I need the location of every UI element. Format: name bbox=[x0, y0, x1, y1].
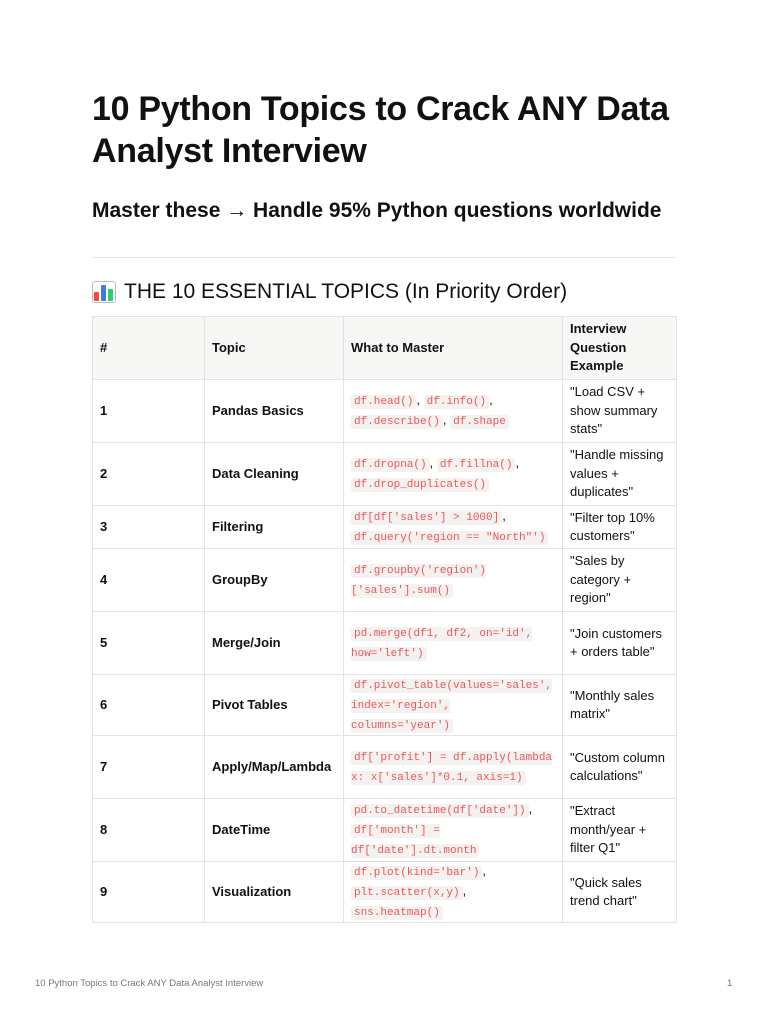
code-snippet: pd.merge(df1, df2, on='id', how='left') bbox=[351, 628, 533, 660]
topics-table bbox=[92, 316, 677, 923]
code-snippet: df.query('region == "North"') bbox=[351, 531, 548, 545]
row-topic: Data Cleaning bbox=[205, 443, 344, 506]
row-topic: Pandas Basics bbox=[205, 380, 344, 443]
code-snippet: df.info() bbox=[424, 395, 489, 409]
row-interview-example: "Extract month/year + filter Q1" bbox=[563, 799, 677, 862]
row-interview-example: "Monthly sales matrix" bbox=[563, 675, 677, 736]
row-what-to-master: pd.to_datetime(df['date']) , df['month'] = df['date'].dt.month bbox=[344, 799, 563, 862]
code-snippet: pd.to_datetime(df['date']) bbox=[351, 804, 529, 818]
row-topic: Merge/Join bbox=[205, 612, 344, 675]
row-what-to-master: df.head() , df.info() , df.describe() , df.shape bbox=[344, 380, 563, 443]
code-snippet: df.shape bbox=[450, 415, 509, 429]
table-row bbox=[93, 799, 677, 862]
row-number: 5 bbox=[93, 612, 205, 675]
row-interview-example: "Load CSV + show summary stats" bbox=[563, 380, 677, 443]
table-row bbox=[93, 506, 677, 549]
row-interview-example: "Join customers + orders table" bbox=[563, 612, 677, 675]
code-snippet: df.pivot_table(values='sales', index='region', columns='year') bbox=[351, 680, 553, 732]
code-snippet: df.describe() bbox=[351, 415, 443, 429]
row-number: 8 bbox=[93, 799, 205, 862]
code-snippet: df.groupby('region')['sales'].sum() bbox=[351, 565, 487, 597]
table-row bbox=[93, 862, 677, 923]
code-snippet: df.plot(kind='bar') bbox=[351, 866, 482, 880]
row-interview-example: "Handle missing values + duplicates" bbox=[563, 443, 677, 506]
page-subtitle: Master these → Handle 95% Python questions worldwide bbox=[92, 199, 662, 222]
code-snippet: df.fillna() bbox=[437, 458, 516, 472]
divider bbox=[92, 257, 676, 258]
code-snippet: df[df['sales'] > 1000] bbox=[351, 511, 502, 525]
header-what-to-master: What to Master bbox=[344, 317, 563, 380]
table-row bbox=[93, 549, 677, 612]
row-what-to-master bbox=[344, 675, 563, 736]
row-topic: GroupBy bbox=[205, 549, 344, 612]
table-row bbox=[93, 736, 677, 799]
header-number: # bbox=[93, 317, 205, 380]
row-interview-example: "Quick sales trend chart" bbox=[563, 862, 677, 923]
header-topic: Topic bbox=[205, 317, 344, 380]
row-number: 6 bbox=[93, 675, 205, 736]
row-topic: Apply/Map/Lambda bbox=[205, 736, 344, 799]
row-what-to-master bbox=[344, 612, 563, 675]
table-row bbox=[93, 443, 677, 506]
section-heading-text: THE 10 ESSENTIAL TOPICS (In Priority Order) bbox=[124, 280, 568, 303]
code-snippet: sns.heatmap() bbox=[351, 906, 443, 920]
code-snippet: df['profit'] = df.apply(lambda x: x['sales']*0.1, axis=1) bbox=[351, 752, 553, 784]
row-what-to-master bbox=[344, 736, 563, 799]
row-what-to-master: df.plot(kind='bar') , plt.scatter(x,y) , sns.heatmap() bbox=[344, 862, 563, 923]
row-what-to-master bbox=[344, 549, 563, 612]
table-header-row bbox=[93, 317, 677, 380]
row-what-to-master: df.dropna() , df.fillna() , df.drop_duplicates() bbox=[344, 443, 563, 506]
table-row bbox=[93, 380, 677, 443]
row-interview-example: "Custom column calculations" bbox=[563, 736, 677, 799]
table-row bbox=[93, 612, 677, 675]
page-title: 10 Python Topics to Crack ANY Data Analyst Interview bbox=[92, 90, 669, 170]
row-topic: DateTime bbox=[205, 799, 344, 862]
code-snippet: df.dropna() bbox=[351, 458, 430, 472]
section-heading bbox=[92, 278, 676, 306]
row-what-to-master: df[df['sales'] > 1000] , df.query('region == "North"') bbox=[344, 506, 563, 549]
row-number: 4 bbox=[93, 549, 205, 612]
row-interview-example: "Sales by category + region" bbox=[563, 549, 677, 612]
code-snippet: df.drop_duplicates() bbox=[351, 478, 489, 492]
row-interview-example: "Filter top 10% customers" bbox=[563, 506, 677, 549]
row-number: 9 bbox=[93, 862, 205, 923]
row-topic: Pivot Tables bbox=[205, 675, 344, 736]
footer-title: 10 Python Topics to Crack ANY Data Analyst Interview bbox=[35, 978, 264, 989]
row-number: 3 bbox=[93, 506, 205, 549]
row-number: 2 bbox=[93, 443, 205, 506]
code-snippet: df['month'] = df['date'].dt.month bbox=[351, 824, 479, 858]
page-number: 1 bbox=[727, 978, 733, 989]
row-number: 7 bbox=[93, 736, 205, 799]
code-snippet: plt.scatter(x,y) bbox=[351, 886, 463, 900]
row-topic: Filtering bbox=[205, 506, 344, 549]
header-interview-example: Interview Question Example bbox=[563, 317, 677, 380]
bar-chart-icon bbox=[92, 281, 116, 303]
row-number: 1 bbox=[93, 380, 205, 443]
table-row bbox=[93, 675, 677, 736]
row-topic: Visualization bbox=[205, 862, 344, 923]
code-snippet: df.head() bbox=[351, 395, 416, 409]
